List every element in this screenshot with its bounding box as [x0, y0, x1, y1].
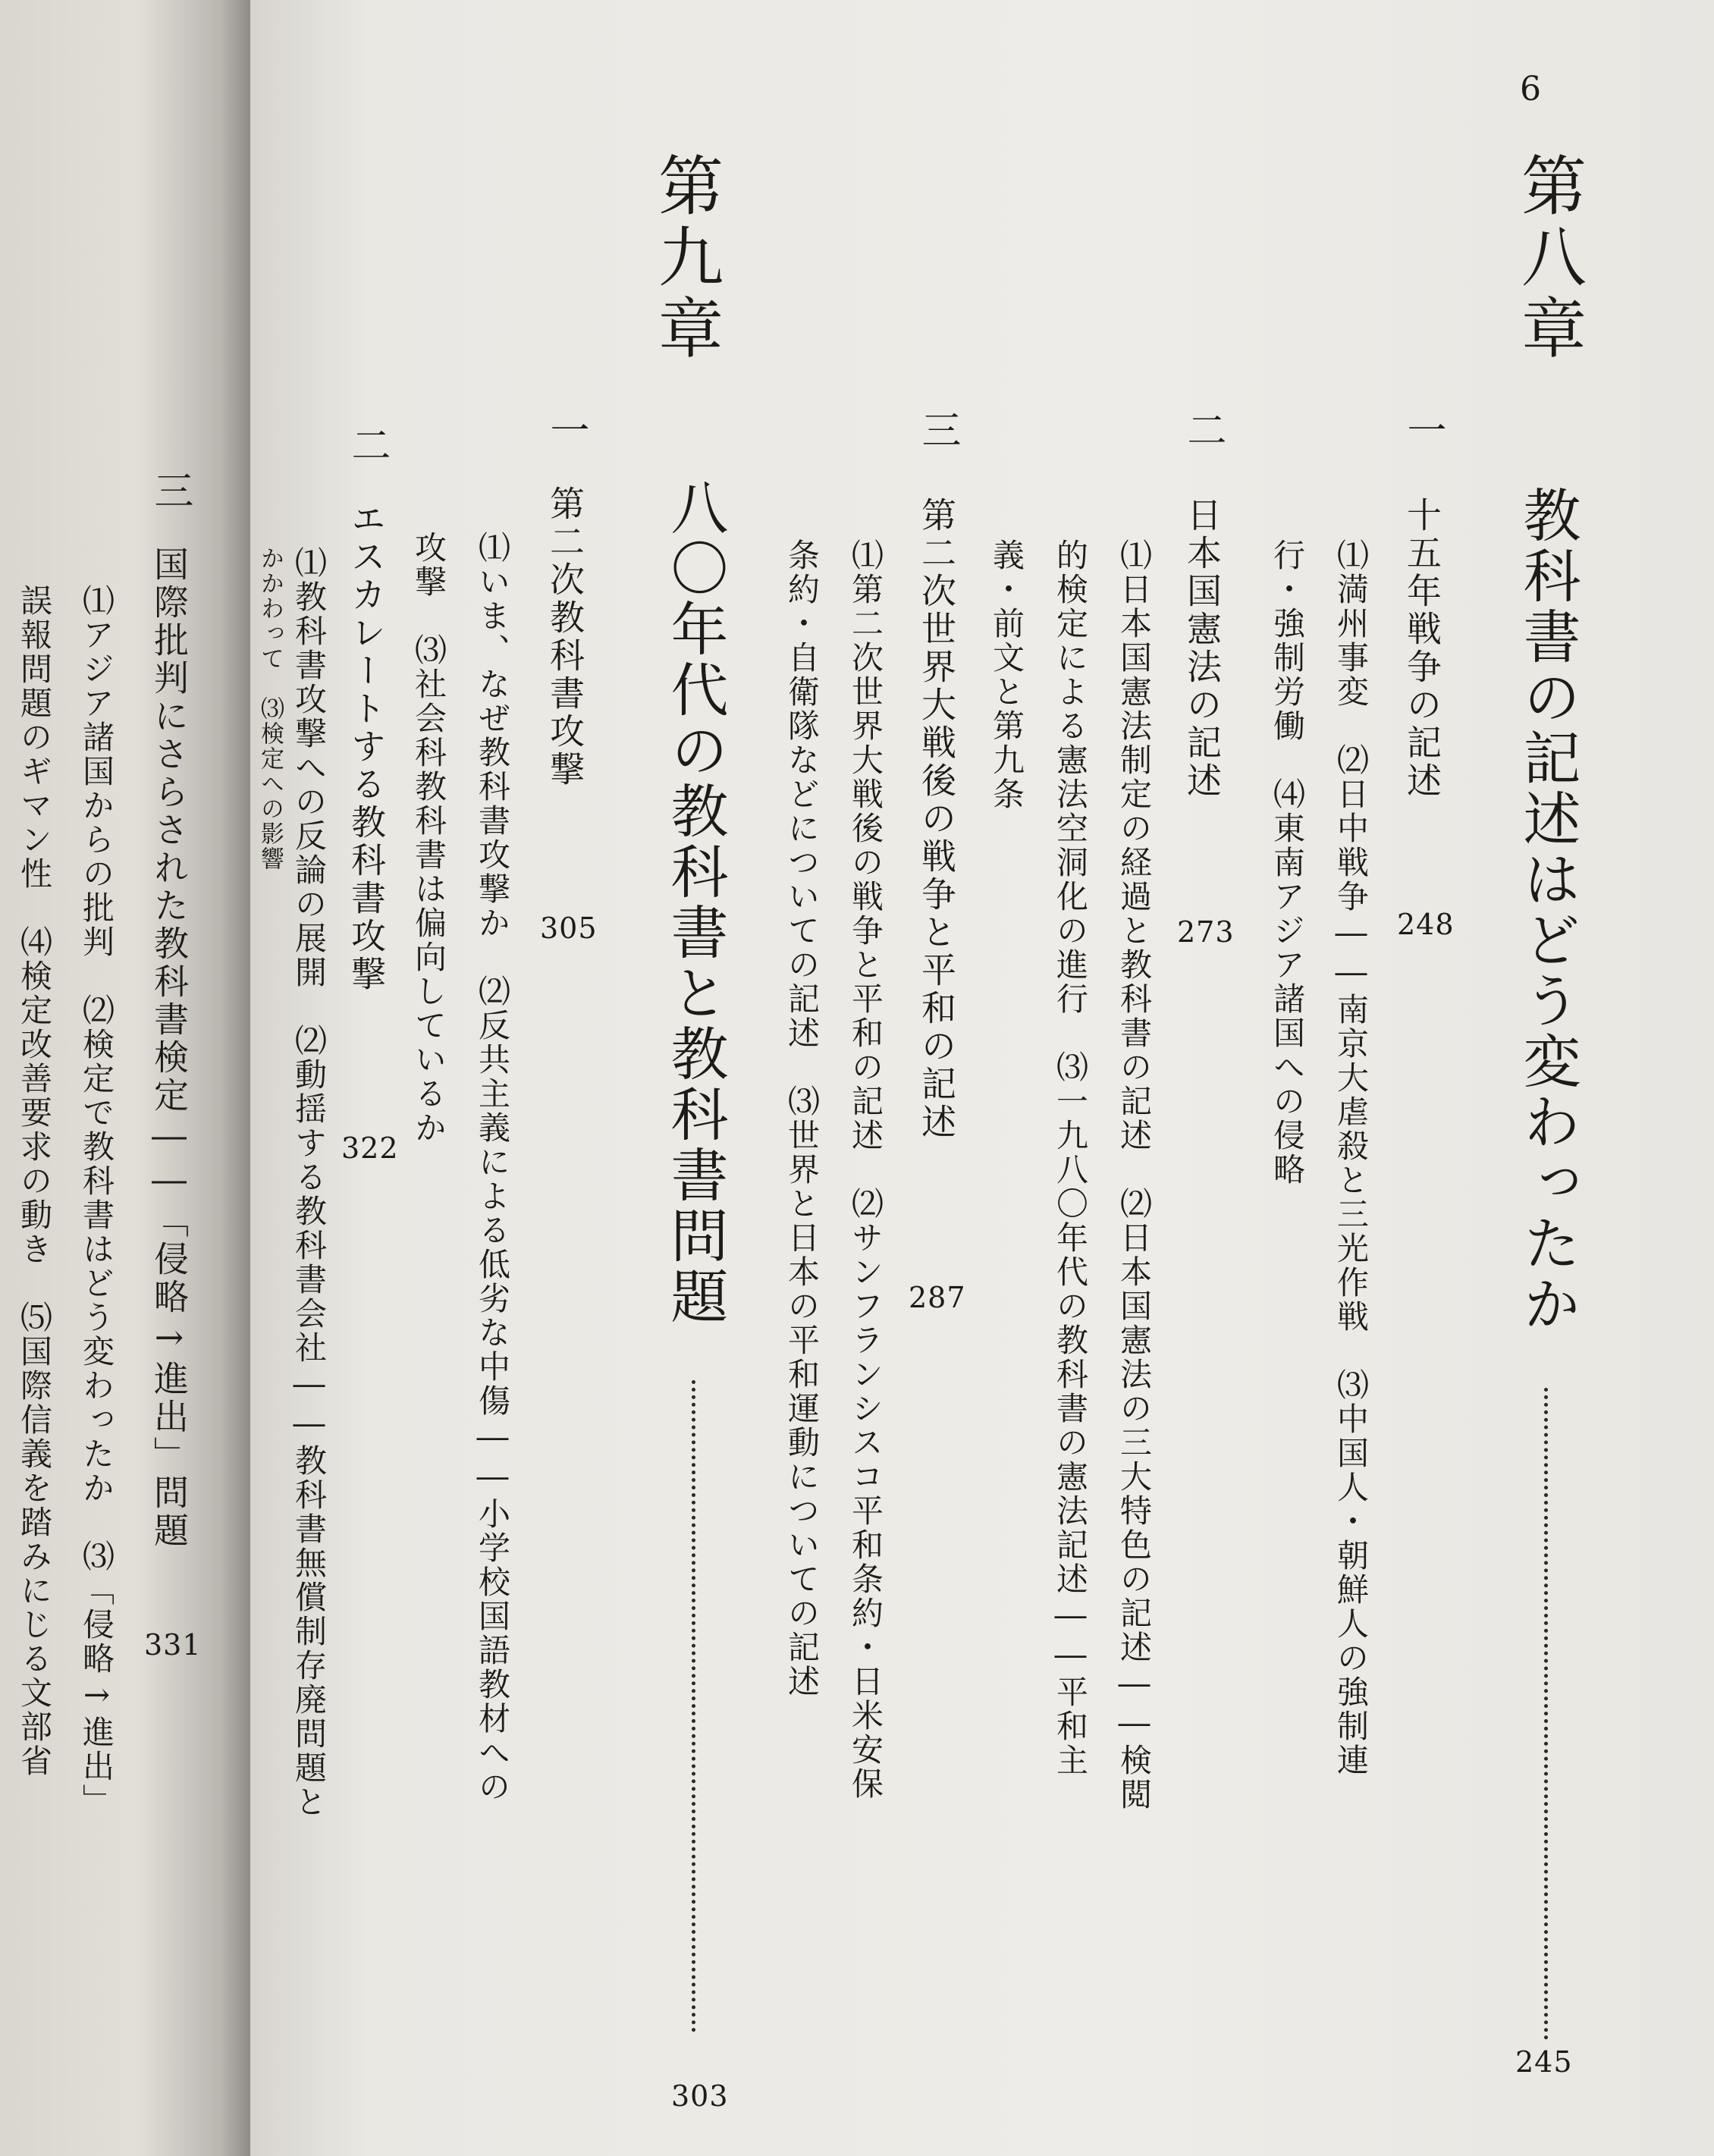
chapter8-leader-dots — [1544, 1388, 1548, 2040]
ch9-section2-number: 二 — [344, 425, 390, 469]
ch8-section2-number: 二 — [1180, 410, 1226, 453]
ch9-section2-page: 322 — [341, 1131, 399, 1165]
ch8-section2-title: 日本国憲法の記述 — [1182, 497, 1223, 800]
ch9-section1-title: 第二次教科書攻撃 — [545, 485, 585, 789]
ch8-section1-subline2: 行・強制労働 ⑷東南アジア諸国への侵略 — [1269, 538, 1306, 1187]
chapter9-label: 第九章 — [647, 152, 723, 366]
chapter8-label: 第八章 — [1510, 152, 1586, 366]
ch8-section3-title: 第二次世界大戦後の戦争と平和の記述 — [916, 497, 957, 1141]
chapter8-title: 教科書の記述はどう変わったか — [1514, 485, 1581, 1335]
ch9-section3-subline2: 誤報問題のギマン性 ⑷検定改善要求の動き ⑸国際信義を踏みにじる文部省 — [16, 584, 53, 1778]
ch9-section3-title: 国際批判にさらされた教科書検定――「侵略→進出」問題 — [149, 546, 190, 1550]
ch9-section1-page: 305 — [540, 912, 598, 945]
ch9-section3-number: 三 — [147, 470, 193, 514]
ch9-section2-subline1: ⑴教科書攻撃への反論の展開 ⑵動揺する教科書会社――教科書無償制存廃問題と — [290, 546, 328, 1819]
ch9-section1-subline1: ⑴いま、なぜ教科書攻撃か ⑵反共主義による低劣な中傷――小学校国語教材への — [474, 531, 511, 1804]
ch8-section3-subline2: 条約・自衛隊などについての記述 ⑶世界と日本の平和運動についての記述 — [783, 538, 821, 1699]
chapter9-leader-dots — [692, 1380, 695, 2032]
ch8-section2-subline3: 義・前文と第九条 — [988, 538, 1025, 811]
ch8-section3-page: 287 — [909, 1281, 966, 1314]
ch8-section1-title: 十五年戦争の記述 — [1402, 497, 1442, 800]
ch8-section2-subline2: 的検定による憲法空洞化の進行 ⑶一九八〇年代の教科書の憲法記述――平和主 — [1052, 538, 1089, 1778]
ch9-section3-subline1: ⑴アジア諸国からの批判 ⑵検定で教科書はどう変わったか ⑶「侵略→進出」 — [78, 584, 115, 1818]
ch8-section3-number: 三 — [915, 410, 960, 453]
ch9-section1-subline2: 攻撃 ⑶社会科教科書は偏向しているか — [410, 531, 447, 1145]
chapter9-page-number: 303 — [671, 2079, 729, 2113]
ch8-section1-subline1: ⑴満州事変 ⑵日中戦争――南京大虐殺と三光作戦 ⑶中国人・朝鮮人の強制連 — [1333, 538, 1370, 1778]
ch9-section2-subline2: かかわって ⑶検定への影響 — [256, 546, 284, 871]
ch8-section3-subline1: ⑴第二次世界大戦後の戦争と平和の記述 ⑵サンフランシスコ平和条約・日米安保 — [847, 538, 884, 1801]
ch8-section2-subline1: ⑴日本国憲法制定の経過と教科書の記述 ⑵日本国憲法の三大特色の記述――検閲 — [1116, 538, 1153, 1812]
ch8-section1-number: 一 — [1400, 410, 1446, 453]
ch9-section1-number: 一 — [543, 410, 589, 453]
page-number: 6 — [1520, 70, 1541, 108]
ch8-section1-page: 248 — [1397, 908, 1455, 941]
ch9-section3-page: 331 — [144, 1628, 202, 1662]
book-page — [250, 0, 1714, 2156]
chapter8-page-number: 245 — [1515, 2045, 1573, 2079]
ch8-section2-page: 273 — [1177, 915, 1235, 949]
chapter9-title: 八〇年代の教科書と教科書問題 — [661, 478, 729, 1327]
ch9-section2-title: エスカレートする教科書攻撃 — [346, 501, 387, 993]
